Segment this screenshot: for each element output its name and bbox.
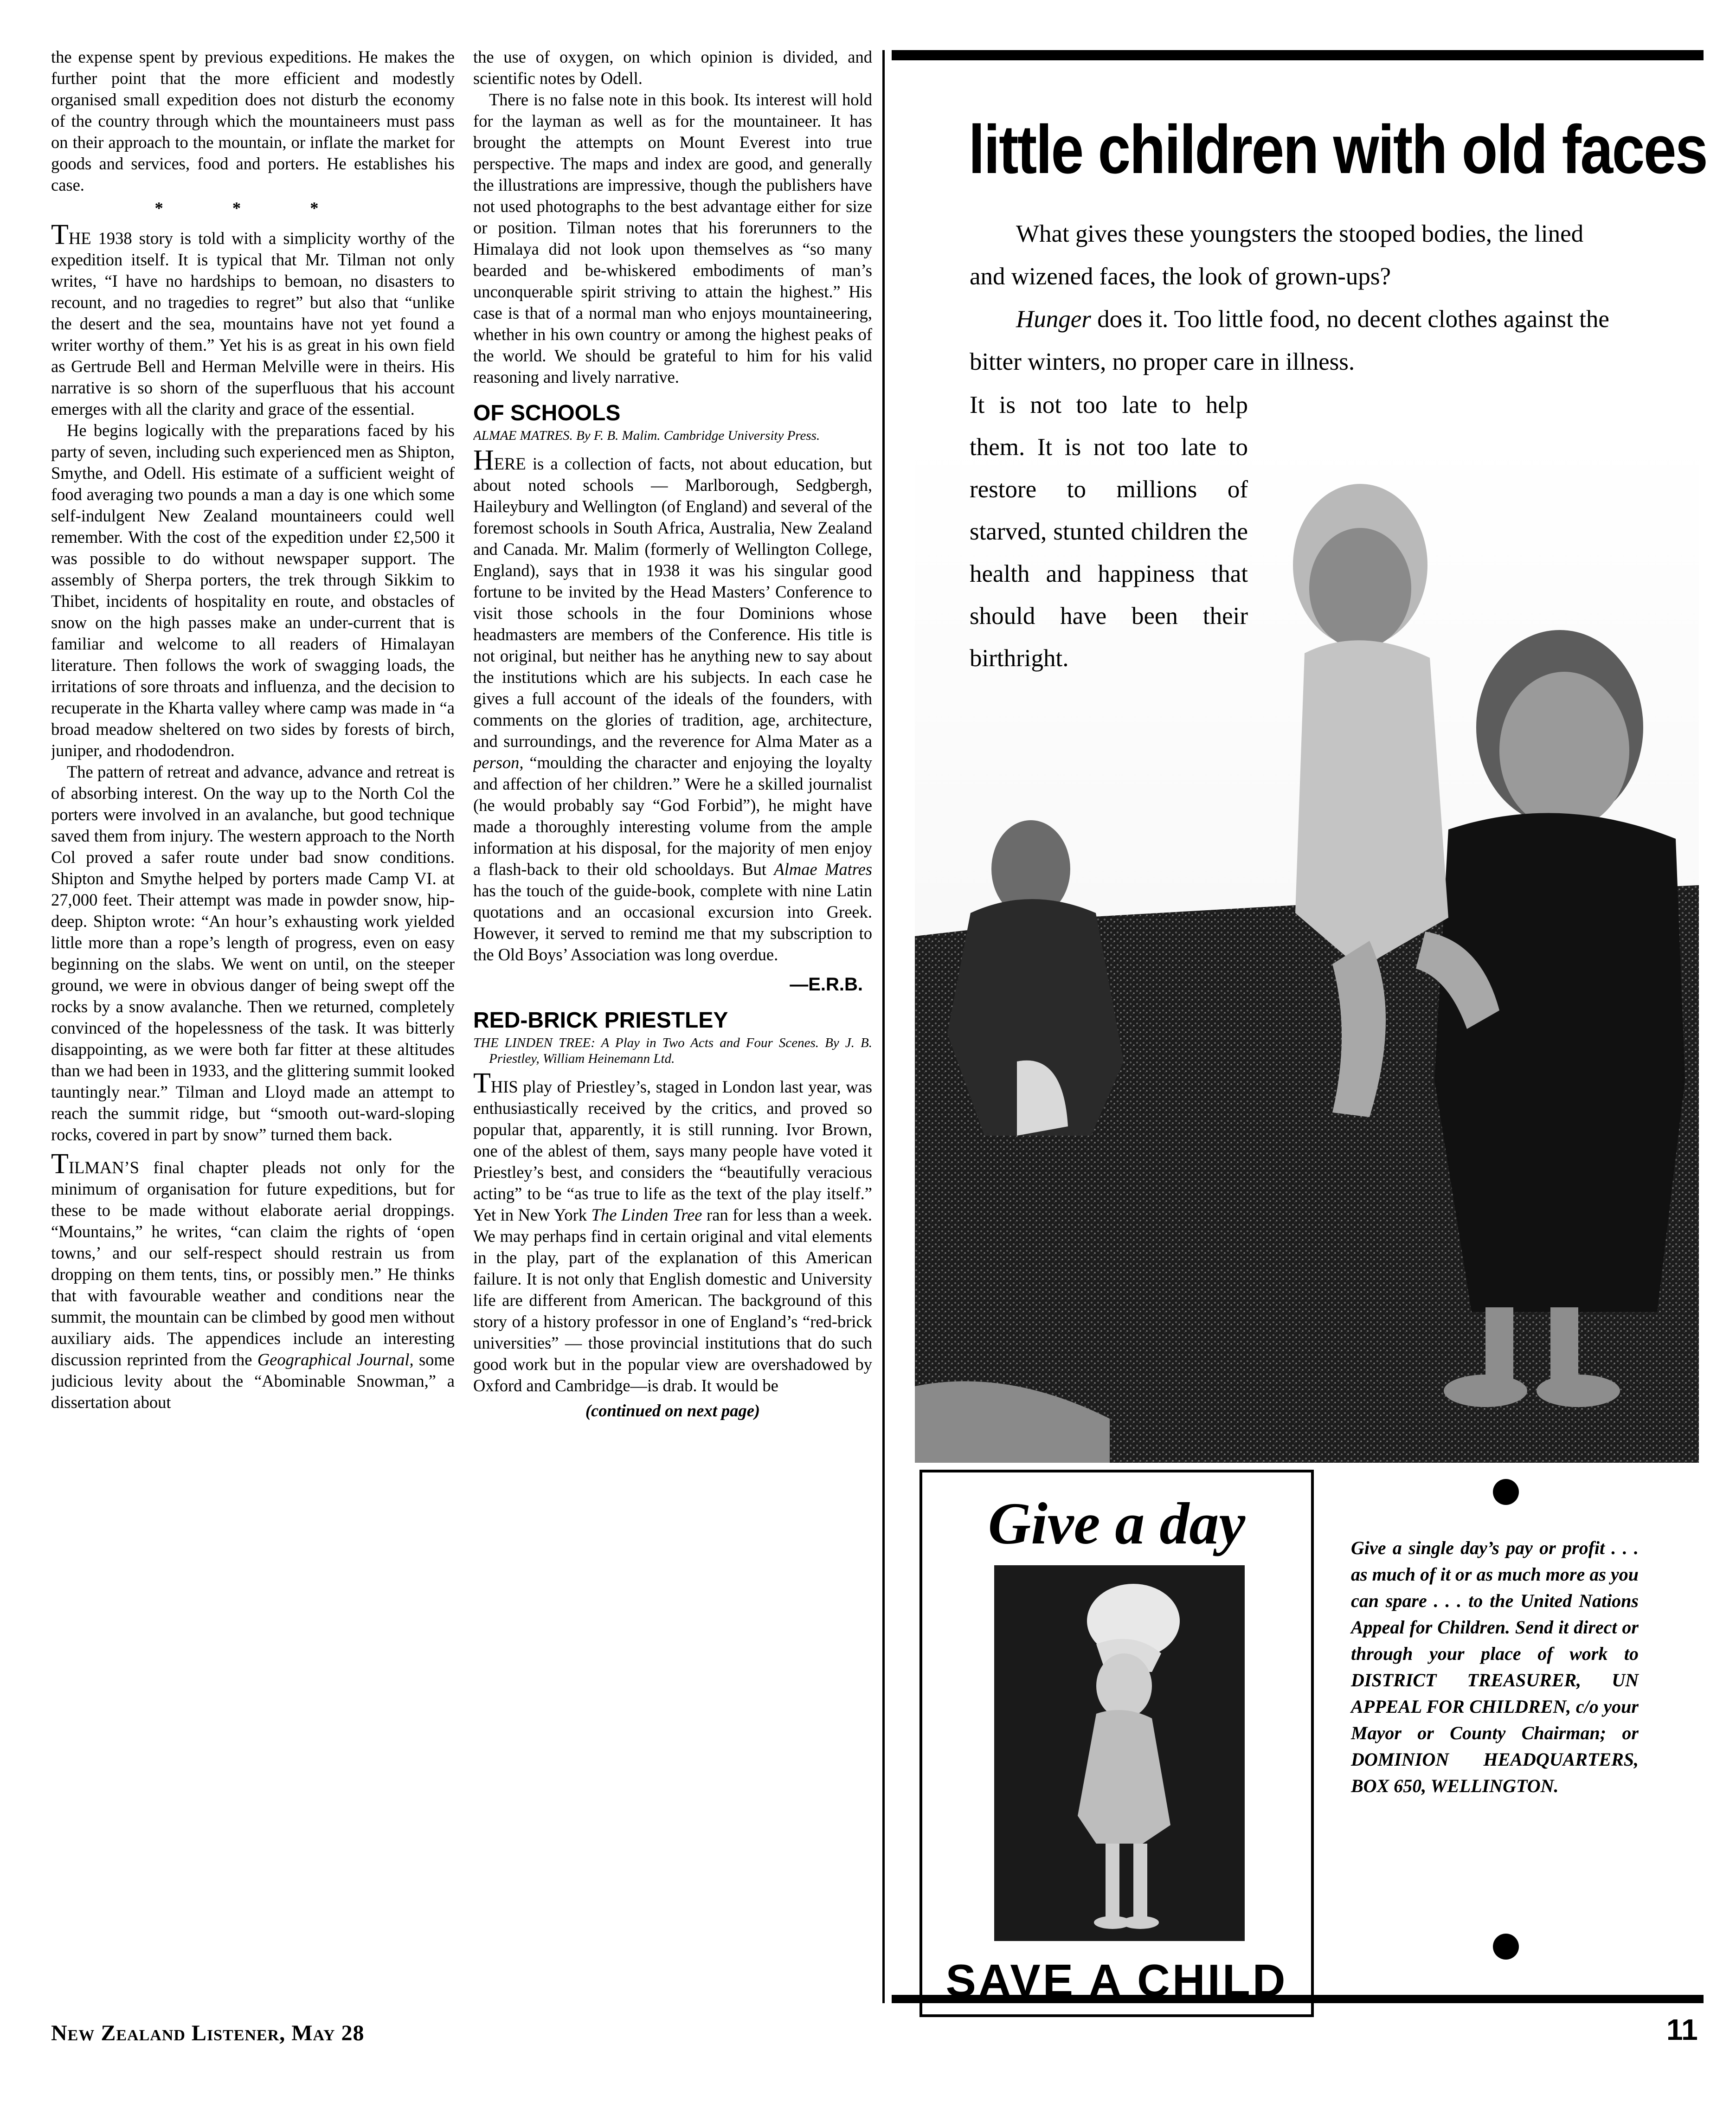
review-heading: RED-BRICK PRIESTLEY	[473, 1008, 728, 1033]
ad-paragraph: Hunger does it. Too little food, no decent clothes against the bitter winters, no proper care in illness.	[970, 306, 1609, 375]
appeal-instructions: Give a single day’s pay or profit . . . as much of it or as much more as you can spare . . . to the United Nations Appeal for Children. Send it direct or through your place of work to DISTRICT TREASURER, UN APPEAL FOR CHILDREN, c/o your Mayor or County Chairman; or DOMINION HEADQUARTERS, BOX 650, WELLINGTON.	[1351, 1537, 1639, 1796]
paragraph: the expense spent by previous expeditions. He makes the further point that the more efficient and modestly organised small expedition does not disturb the economy of the country through which the mountaineers must pass on their approach to the mountain, or inflate the market for goods and services, food and porters. He establishes his case.	[51, 47, 455, 194]
book-byline: ALMAE MATRES. By F. B. Malim. Cambridge University Press.	[473, 428, 820, 443]
ad-top-border	[892, 50, 1704, 60]
reviewer-signature: —E.R.B.	[790, 974, 863, 995]
book-byline: THE LINDEN TREE: A Play in Two Acts and Four Scenes. By J. B. Priestley, William Heinemann Ltd.	[473, 1035, 872, 1066]
paragraph: HERE is a collection of facts, not about education, but about noted schools — Marlborough, Sedgbergh, Haileybury and Wellington (of England) and several of the foremost schools in South Africa, Australia, New Zealand and Canada. Mr. Malim (formerly of Wellington College, England), says that in 1938 it was his singular good fortune to be invited by the Head Masters’ Conference to visit those schools in the four Dominions whose headmasters are members of the Conference. His title is not original, but neither has he anything new to say about the institutions which are his subjects. In each case he gives a full account of the ideals of the founders, with comments on the glories of tradition, age, architecture, and surroundings, and the reverence for Alma Mater as a person, “moulding the character and enjoying the loyalty and affection of her children.” Were he a skilled journalist (he would probably say “God Forbid”), he might have made a thoroughly interesting volume from the ample information at his disposal, for the majority of men enjoy a flash-back to their old schooldays. But Almae Matres has the touch of the guide-book, complete with nine Latin quotations and an occasional excursion into Greek. However, it served to remind me that my subscription to the Old Boys’ Association was long overdue.	[473, 444, 872, 964]
ad-paragraph: What gives these youngsters the stooped bodies, the lined and wizened faces, the look of grown-ups?	[970, 220, 1584, 290]
ad-intro-text	[970, 212, 1614, 383]
drop-cap: T	[51, 219, 69, 251]
paragraph: the use of oxygen, on which opinion is divided, and scientific notes by Odell.	[473, 47, 872, 88]
ad-side-text: It is not too late to help them. It is not too late to restore to millions of starved, stunted children the health and happiness that should have been their birthright.	[970, 392, 1248, 672]
paragraph: He begins logically with the preparations faced by his party of seven, including such experienced men as Shipton, Smythe, and Odell. His estimate of a sufficient weight of food averaging two pounds a man a day is one which some self-indulgent New Zealand mountaineers could well remember. With the cost of the expedition under £2,500 it was possible to do without newspaper support. The assembly of Sherpa porters, the trek through Sikkim to Thibet, incidents of hospitality en route, and obstacles of snow on the high passes make an under-current that is familiar and welcome to all readers of Himalayan literature. Then follows the work of swagging loads, the irritations of sore throats and influenza, and the decision to recuperate in the Kharta valley where camp was made in “a broad meadow sheltered on two sides by forests of birch, juniper, and rhododendron.	[51, 421, 455, 760]
continued-note: (continued on next page)	[585, 1401, 760, 1420]
child-silhouette-image	[994, 1565, 1245, 1941]
review-column-2	[473, 46, 872, 1995]
page-number: 11	[1666, 2013, 1698, 2046]
paragraph: TILMAN’S final chapter pleads not only for the minimum of organisation for future expeditions, but for these to be made without elaborate aerial droppings. “Mountains,” he writes, “can claim the rights of ‘open towns,’ and our self-respect should restrain us from dropping on them tents, tins, or possibly men.” He thinks that with favourable weather and conditions near the summit, the mountain can be climbed by good men without auxiliary aids. The appendices include an interesting discussion reprinted from the Geographical Journal, some judicious levity about the “Abominable Snowman,” a dissertation about	[51, 1148, 455, 1412]
bullet-dot	[1493, 1934, 1519, 1960]
ad-headline: little children with old faces	[968, 111, 1707, 188]
paragraph: THIS play of Priestley’s, staged in London last year, was enthusiastically received by the critics, and proved so popular that, apparently, it is still running. Ivor Brown, one of the ablest of them, says many people have voted it Priestley’s best, and considers the “beautifully veracious acting” to be “as true to life as the text of the play itself.” Yet in New York The Linden Tree ran for less than a week. We may perhaps find in certain original and vital elements in the play, part of the explanation of this American failure. It is not only that English domestic and University life are different from American. The background of this story of a history professor in one of England’s “red-brick universities” — those provincial institutions that do such good work but in the popular view are overshadowed by Oxford and Cambridge—is drab. It would be	[473, 1067, 872, 1395]
un-appeal-advertisement	[892, 50, 1707, 2006]
give-a-day-title: Give a day	[988, 1491, 1246, 1556]
save-a-child-label: SAVE A CHILD	[945, 1955, 1288, 2006]
drop-cap: T	[473, 1067, 491, 1099]
section-separator: * * *	[154, 199, 351, 218]
drop-cap: H	[473, 444, 494, 476]
bullet-dot	[1493, 1479, 1519, 1505]
publication-footer: New Zealand Listener, May 28	[51, 2021, 365, 2045]
paragraph: There is no false note in this book. Its interest will hold for the layman as well as for the mountaineer. It has brought the attempts on Mount Everest into true perspective. The maps and index are good, and generally the illustrations are impressive, though the publishers have not used photographs to the best advantage either for size or position. Tilman notes that his forerunners to the Himalaya did not look upon themselves as “so many bearded and be-whiskered embodiments of man’s unconquerable spirit striving to attain the highest.” His case is that of a normal man who enjoys mountaineering, whether in his own country or among the highest peaks of the world. We should be grateful to him for his valid reasoning and lively narrative.	[473, 90, 872, 386]
paragraph: The pattern of retreat and advance, advance and retreat is of absorbing interest. On the way up to the North Col the porters were involved in an avalanche, but good technique saved them from injury. The western approach to the North Col proved a safer route under bad snow conditions. Shipton and Smythe helped by porters made Camp VI. at 27,000 feet. Their attempt was made in powder snow, hip-deep. Shipton wrote: “An hour’s exhausting work yielded little more than a rope’s length of progress, even on easy beginning on the slabs. We went on until, on the steeper ground, we were in obvious danger of being swept off the rocks by a snow avalanche. Then we returned, completely convinced of the hopelessness of the task. It was bitterly disappointing, as we were both far fitter at these altitudes than we had been in 1933, and the glittering summit looked tauntingly near.” Tilman and Lloyd made an attempt to reach the summit ridge, but “smooth out-ward-sloping rocks, covered in part by snow” turned them back.	[51, 762, 455, 1144]
review-heading: OF SCHOOLS	[473, 401, 621, 425]
paragraph: THE 1938 story is told with a simplicity worthy of the expedition itself. It is typical that Mr. Tilman not only writes, “I have no hardships to bemoan, no disasters to recount, and no tragedies to regret” but also that “unlike the desert and the sea, mountains have not yet found a writer worthy of them.” Yet his is as great in his own field as Gertrude Bell and Herman Melville were in theirs. His narrative is so shorn of the superfluous that his account emerges with all the clarity and grace of the essential.	[51, 219, 455, 418]
give-a-day-panel	[919, 1470, 1314, 2017]
review-column-1	[51, 46, 455, 1981]
drop-cap: T	[51, 1148, 69, 1180]
column-rule	[882, 50, 885, 2003]
